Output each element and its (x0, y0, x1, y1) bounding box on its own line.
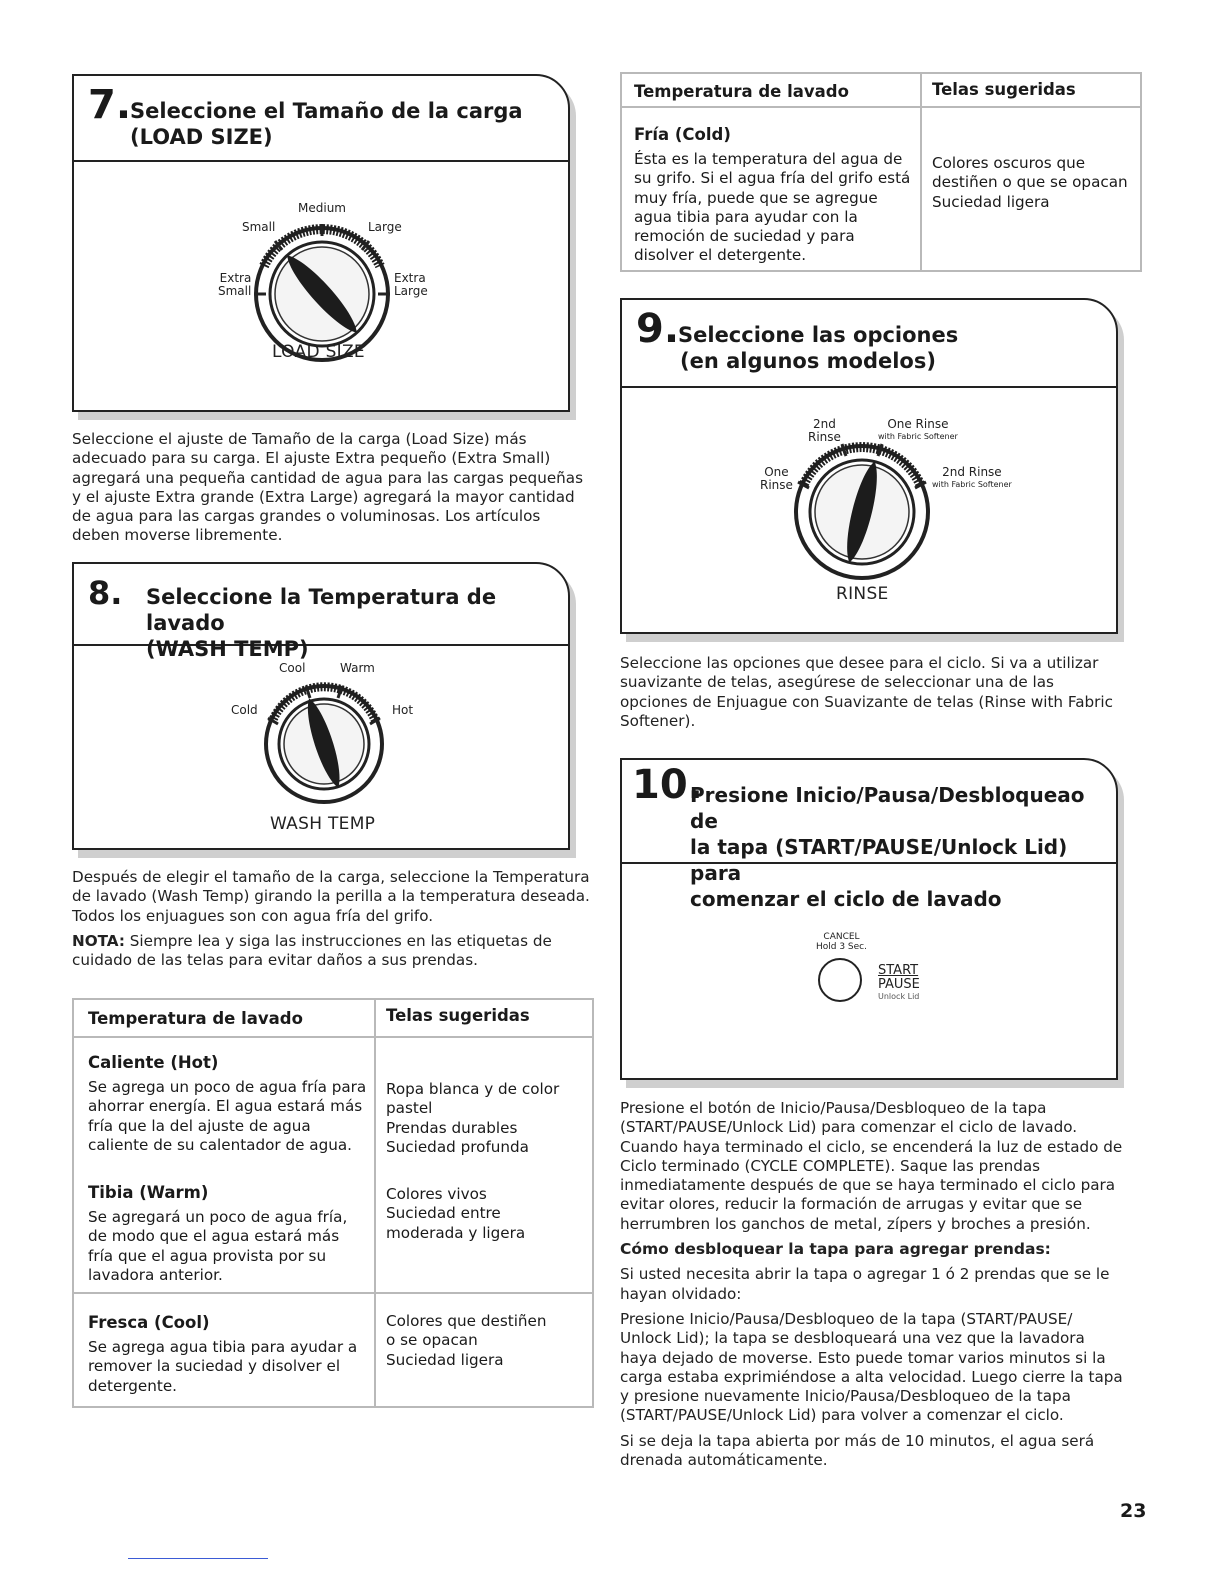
dial-label-one-rinse-fabric-softener: One Rinse with Fabric Softener (878, 417, 958, 441)
load-size-step-box (72, 74, 570, 412)
table-header-fabrics: Telas sugeridas (932, 80, 1076, 99)
step-number: 10. (632, 762, 703, 808)
wash-temp-step-box (72, 562, 570, 850)
table-row: Fresca (Cool) Se agrega agua tibia para ayudar a remover la suciedad y disolver el detergente. (88, 1313, 358, 1395)
dial-label-2nd-rinse: 2nd Rinse (808, 417, 841, 444)
wash-temp-table (72, 998, 594, 1408)
rinse-dial-panel (622, 388, 1116, 634)
start-pause-panel (622, 864, 1116, 1078)
dial-name: WASH TEMP (270, 814, 376, 834)
step-title: Seleccione las opciones (en algunos modelos) (678, 323, 959, 373)
dial-label-one-rinse: One Rinse (760, 465, 793, 492)
wash-temp-description: Después de elegir el tamaño de la carga, seleccione la Temperatura de lavado (Wash Temp) girando la perilla a la temperatura deseada. Todos los enjuagues son con agua fría del grifo. NOTA: Siempre lea y siga las instrucciones en las etiquetas de cuidado de las telas para evitar daños a sus prendas. (72, 868, 592, 976)
unlock-lid-subhead: Cómo desbloquear la tapa para agregar prendas: (620, 1240, 1051, 1259)
dial-label-large: Large (368, 220, 402, 234)
table-header-temp: Temperatura de lavado (634, 82, 849, 101)
dial-label-hot: Hot (392, 703, 414, 717)
dial-label-2nd-rinse-fabric-softener: 2nd Rinse with Fabric Softener (932, 465, 1012, 489)
step-header (622, 760, 1116, 911)
load-size-dial-panel (74, 162, 568, 410)
dial-name: LOAD SIZE (272, 342, 365, 362)
table-header-temp: Temperatura de lavado (88, 1009, 303, 1028)
start-pause-button[interactable] (818, 958, 862, 1002)
wash-temp-dial-panel (74, 646, 568, 850)
step-number: 7. (88, 82, 132, 128)
rinse-options-step-box (620, 298, 1118, 634)
rinse-dial (782, 432, 942, 592)
step-header (74, 564, 568, 661)
dial-label-small: Small (242, 220, 276, 234)
step-title: Presione Inicio/Pausa/Desbloqueao de la tapa (START/PAUSE/Unlock Lid) para comenzar el ciclo de lavado (690, 783, 1085, 911)
table-row: Caliente (Hot) Se agrega un poco de agua fría para ahorrar energía. El agua estará más fría que la del ajuste de agua caliente de su calentador de agua. (88, 1053, 367, 1154)
table-row: Fría (Cold) Ésta es la temperatura del agua de su grifo. Si el agua fría del grifo está muy fría, puede que se agregue agua tibia para ayudar con la remoción de suciedad y para disolver el detergente. (634, 125, 911, 265)
page-number: 23 (1120, 1500, 1147, 1522)
start-pause-label: START PAUSE Unlock Lid (878, 963, 920, 1001)
dial-label-medium: Medium (298, 201, 346, 215)
note: NOTA: Siempre lea y siga las instrucciones en las etiquetas de cuidado de las telas para evitar daños a sus prendas. (72, 931, 552, 970)
dial-label-extra-large: Extra Large (394, 271, 428, 298)
table-cell-fabrics: Colores que destiñen o se opacan Suciedad ligera (386, 1312, 547, 1369)
start-pause-step-box (620, 758, 1118, 1080)
step-title: Seleccione el Tamaño de la carga (LOAD SIZE) (130, 99, 523, 149)
table-cell-fabrics: Ropa blanca y de color pastel Prendas durables Suciedad profunda (386, 1080, 560, 1156)
rinse-options-description: Seleccione las opciones que desee para el ciclo. Si va a utilizar suavizante de telas, asegúrese de seleccionar una de las opciones de Enjuague con Suavizante de telas (Rinse with Fabric Softener). (620, 654, 1113, 730)
dial-label-extra-small: Extra Small (218, 271, 252, 298)
footer-rule (128, 1558, 268, 1559)
cancel-label: CANCEL Hold 3 Sec. (816, 932, 867, 952)
step-header (622, 300, 1116, 388)
start-pause-description: Presione el botón de Inicio/Pausa/Desbloqueo de la tapa (START/PAUSE/Unlock Lid) para comenzar el ciclo de lavado. Cuando haya terminado el ciclo, se encenderá la luz de estado de Ciclo terminado (CYCLE COMPLETE). Saque las prendas inmediatamente después de que se haya terminado el ciclo para evitar olores, reducir la formación de arrugas y evitar que se herrumbren los ganchos de metal, zípers y broches a presión. Cómo desbloquear la tapa para agregar prendas: Si usted necesita abrir la tapa o agregar 1 ó 2 prendas que se le hayan olvidado: Presione Inicio/Pausa/Desbloqueo de la tapa (START/PAUSE/ Unlock Lid); la tapa se desbloqueará una vez que la lavadora haya dejado de moverse. Esto puede tomar varios minutos si la carga estaba exprimiéndose a alta velocidad. Luego cierre la tapa y presione nuevamente Inicio/Pausa/Desbloqueo de la tapa (START/PAUSE/Unlock Lid) para volver a comenzar el ciclo. Si se deja la tapa abierta por más de 10 minutos, el agua será drenada automáticamente. (620, 1099, 1125, 1476)
wash-temp-dial (254, 674, 394, 814)
step-number: 8. (88, 574, 123, 612)
table-cell-fabrics: Colores vivos Suciedad entre moderada y ligera (386, 1185, 526, 1242)
load-size-description: Seleccione el ajuste de Tamaño de la carga (Load Size) más adecuado para su carga. El ajuste Extra pequeño (Extra Small) agregará una pequeña cantidad de agua para las cargas pequeñas y el ajuste Extra grande (Extra Large) agregará la mayor cantidad de agua para las cargas grandes o voluminosas. Los artículos deben moverse libremente. (72, 430, 584, 545)
table-cell-fabrics: Colores oscuros que destiñen o que se opacan Suciedad ligera (932, 154, 1128, 211)
step-number: 9. (636, 306, 680, 352)
table-row: Tibia (Warm) Se agregará un poco de agua fría, de modo que el agua estará más fría que el agua provista por su lavadora anterior. (88, 1183, 348, 1284)
cold-temp-table (620, 72, 1142, 272)
step-title: Seleccione la Temperatura de lavado (WASH TEMP) (146, 585, 497, 661)
table-header-fabrics: Telas sugeridas (386, 1006, 530, 1025)
dial-label-cool: Cool (279, 661, 306, 675)
dial-label-warm: Warm (340, 661, 375, 675)
dial-label-cold: Cold (231, 703, 258, 717)
step-header (74, 76, 568, 162)
dial-name: RINSE (836, 584, 889, 604)
